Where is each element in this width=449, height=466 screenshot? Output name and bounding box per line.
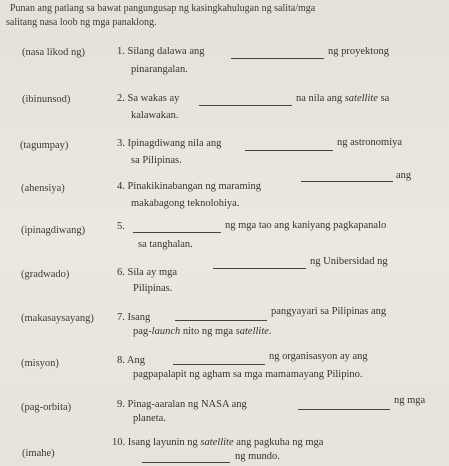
item-9-after: ng mga (394, 395, 426, 406)
hint-4: (ahensiya) (21, 183, 65, 194)
answer-blank-10[interactable] (142, 462, 230, 463)
instructions-line-2: salitang nasa loob ng mga panaklong. (6, 17, 157, 28)
item-8-continuation: pagpapalapit ng agham sa mga mamamayang Pilipino. (133, 369, 363, 380)
item-7-lead: 7. Isang (117, 312, 151, 323)
answer-blank-1[interactable] (231, 58, 324, 59)
hint-8: (misyon) (21, 358, 59, 369)
item-4-after: ang (396, 170, 412, 181)
item-10-continuation: ng mundo. (235, 451, 280, 462)
item-1-lead: 1. Silang dalawa ang (117, 46, 205, 57)
item-7-continuation: pag-launch nito ng mga satellite. (133, 326, 272, 337)
hint-9: (pag-orbita) (21, 402, 72, 413)
item-6-after: ng Unibersidad ng (310, 256, 388, 267)
hint-6: (gradwado) (21, 269, 70, 280)
item-3-after: ng astronomiya (337, 137, 403, 148)
instructions-line-1: Punan ang patlang sa bawat pangungusap ng kasingkahulugan ng salita/mga (10, 3, 316, 14)
item-2-continuation: kalawakan. (131, 110, 179, 121)
item-6-lead: 6. Sila ay mga (117, 267, 178, 278)
hint-10: (imahe) (22, 448, 55, 459)
item-2-lead: 2. Sa wakas ay (117, 93, 180, 104)
hint-3: (tagumpay) (20, 140, 69, 151)
hint-1: (nasa likod ng) (22, 47, 85, 58)
answer-blank-9[interactable] (298, 409, 390, 410)
item-8-lead: 8. Ang (117, 355, 146, 366)
item-8-after: ng organisasyon ay ang (269, 351, 368, 362)
item-3-continuation: sa Pilipinas. (131, 155, 182, 166)
hint-2: (ibinunsod) (22, 94, 71, 105)
item-5-after: ng mga tao ang kaniyang pagkapanalo (225, 220, 387, 231)
answer-blank-3[interactable] (245, 150, 333, 151)
item-3-lead: 3. Ipinagdiwang nila ang (117, 138, 222, 149)
item-5-lead: 5. (117, 221, 125, 232)
item-1-after: ng proyektong (328, 46, 389, 57)
hint-5: (ipinagdiwang) (21, 225, 86, 236)
item-10-lead: 10. Isang layunin ng satellite ang pagkuha ng mga (112, 437, 324, 448)
item-2-after: na nila ang satellite sa (296, 93, 390, 104)
item-9-lead: 9. Pinag-aaralan ng NASA ang (117, 399, 247, 410)
item-4-lead: 4. Pinakikinabangan ng maraming (117, 181, 262, 192)
item-9-continuation: planeta. (133, 413, 166, 424)
item-5-continuation: sa tanghalan. (138, 239, 193, 250)
answer-blank-5[interactable] (133, 232, 221, 233)
answer-blank-6[interactable] (213, 268, 306, 269)
item-6-continuation: Pilipinas. (133, 283, 173, 294)
answer-blank-7[interactable] (175, 320, 267, 321)
item-4-continuation: makabagong teknolohiya. (131, 198, 240, 209)
answer-blank-4[interactable] (301, 181, 393, 182)
item-7-after: pangyayari sa Pilipinas ang (271, 306, 387, 317)
item-1-continuation: pinarangalan. (131, 64, 188, 75)
answer-blank-2[interactable] (199, 105, 292, 106)
hint-7: (makasaysayang) (21, 313, 94, 324)
answer-blank-8[interactable] (173, 364, 265, 365)
